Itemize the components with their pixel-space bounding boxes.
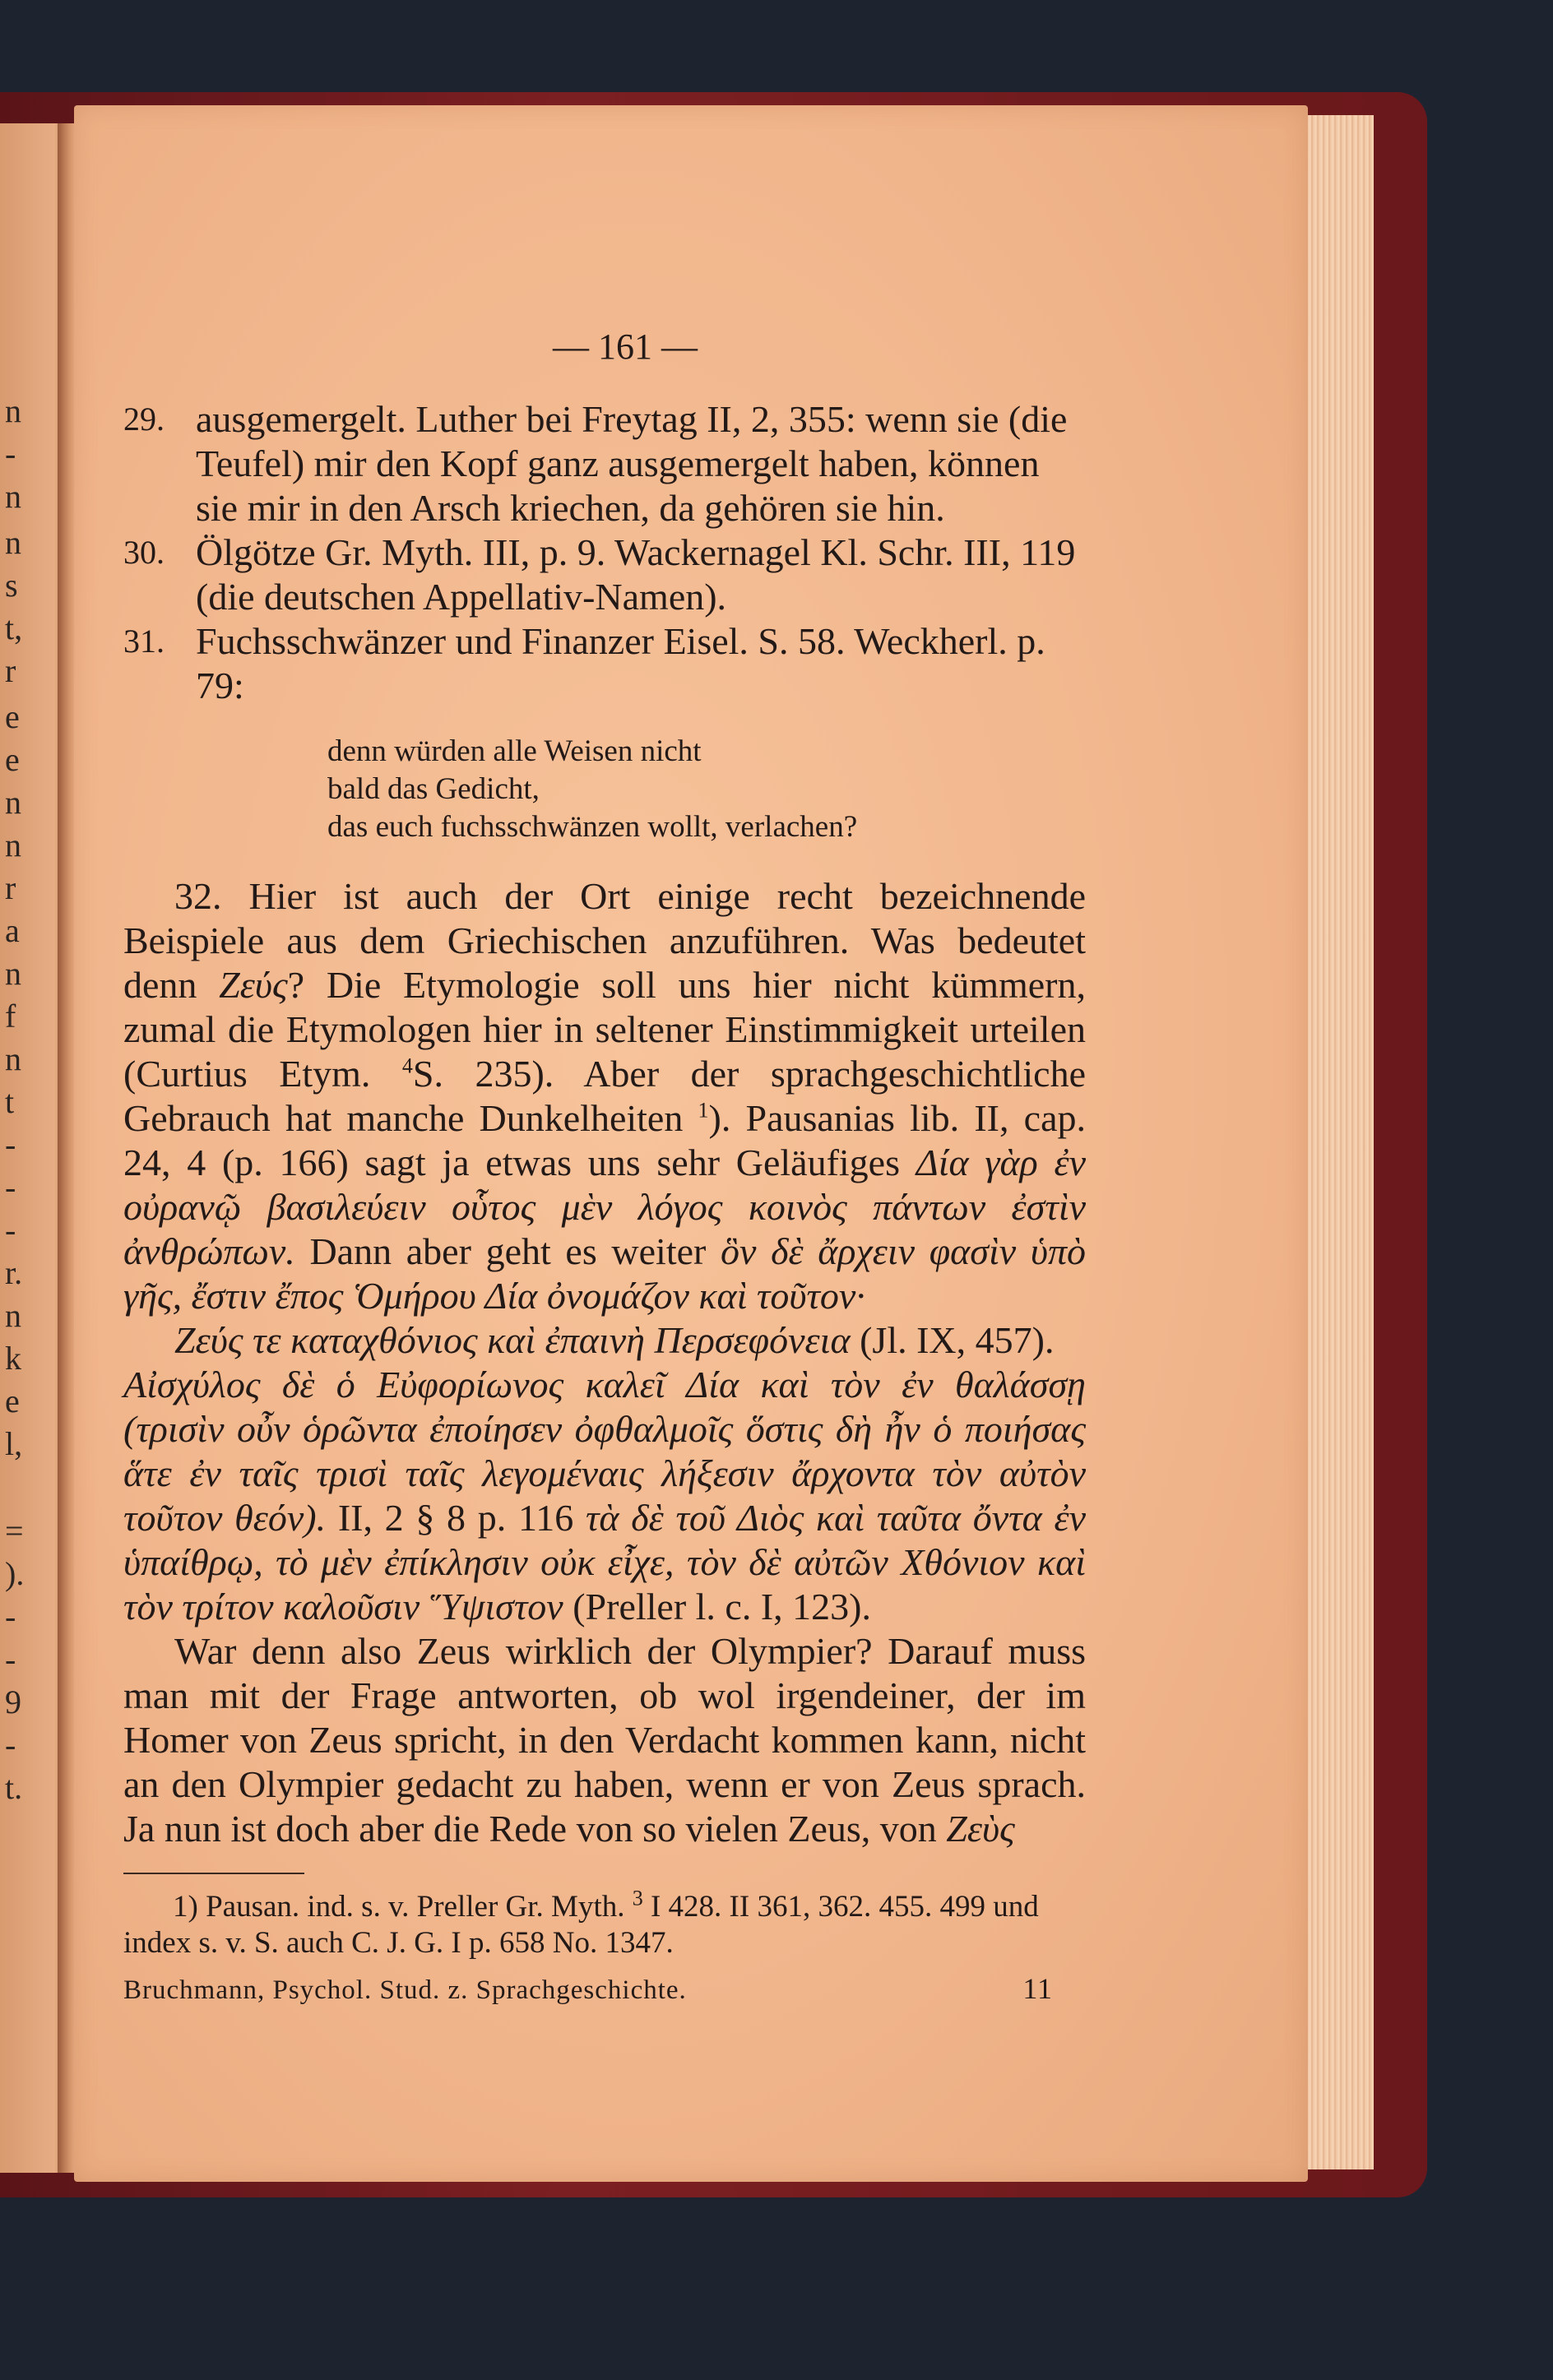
- quote-line: das euch fuchsschwänzen wollt, verlachen?: [327, 810, 858, 844]
- footnote-1: [123, 1886, 1086, 1961]
- printer-signature: Bruchmann, Psychol. Stud. z. Sprachgeschichte.: [123, 1975, 687, 2005]
- left-letter: n: [5, 784, 21, 821]
- entry-text: Ölgötze Gr. Myth. III, p. 9. Wackernagel Kl. Schr. III, 119 (die deutschen Appellativ-Namen).: [196, 531, 1076, 618]
- left-letter: e: [5, 741, 20, 778]
- text-run: (Preller l. c. I, 123).: [573, 1586, 871, 1628]
- text-run: ). Pausanias lib. II, cap. 24, 4 (p. 166) sagt ja etwas uns sehr Geläufiges: [123, 1097, 1086, 1183]
- paragraph-32: [123, 874, 1086, 1318]
- left-letter: -: [5, 1598, 16, 1635]
- entry-number: 29.: [123, 401, 165, 438]
- left-letter: -: [5, 1126, 16, 1163]
- left-letter: t: [5, 1083, 15, 1120]
- left-letter: -: [5, 1169, 16, 1206]
- left-letter: r: [5, 869, 16, 906]
- entry-number: 30.: [123, 534, 165, 571]
- sheet-number: 11: [1022, 1972, 1053, 2005]
- greek-text: Ζεύς: [219, 964, 288, 1006]
- left-letter: ).: [5, 1555, 25, 1592]
- edition-superscript: 3: [632, 1886, 643, 1910]
- quote-line: denn würden alle Weisen nicht: [327, 734, 702, 768]
- entry-30: [123, 530, 1086, 619]
- left-letter: -: [5, 435, 16, 472]
- left-letter: -: [5, 1211, 16, 1248]
- left-letter: n: [5, 392, 21, 429]
- left-letter: -: [5, 1641, 16, 1678]
- text-run: 32. Hier ist auch der Ort einige recht bezeichnende Beispiele aus dem Griechischen anzuführen. Was bedeutet denn: [123, 875, 1086, 1006]
- left-letter: r: [5, 652, 16, 689]
- left-letter: t.: [5, 1769, 23, 1806]
- entry-number: 31.: [123, 623, 165, 660]
- page-number: — 161 —: [553, 326, 698, 367]
- footnote-rule: [123, 1873, 304, 1874]
- left-letter: -: [5, 1726, 16, 1763]
- greek-text: ὃν δὲ ἄρχειν φασὶν ὑπὸ γῆς, ἔστιν ἔπος Ὁμήρου Δία ὀνομάζον καὶ τοῦτον·: [123, 1230, 1087, 1317]
- entry-text: ausgemergelt. Luther bei Freytag II, 2, 355: wenn sie (die Teufel) mir den Kopf ganz ausgemergelt haben, können sie mir in den Arsch kriechen, da gehören sie hin.: [196, 398, 1068, 529]
- greek-text: Ζεύς τε καταχθόνιος καὶ ἐπαινὴ Περσεφόνεια: [174, 1319, 851, 1361]
- text-run: ? Die Etymologie soll uns hier nicht kümmern, zumal die Etymologen hier in seltener Einstimmigkeit urteilen (Curtius Etym.: [123, 964, 1087, 1095]
- footnote-text: I 428. II 361, 362. 455. 499 und index s. v. S. auch C. J. G. I p. 658 No. 1347.: [123, 1890, 1039, 1960]
- edition-superscript: 4: [401, 1053, 413, 1078]
- text-run: II, 2 § 8 p. 116: [337, 1497, 574, 1539]
- left-letter: n: [5, 955, 21, 992]
- weckherlin-quote: [327, 733, 1086, 846]
- homer-verse: [123, 1318, 1086, 1363]
- entry-29: [123, 397, 1086, 530]
- entry-text: Fuchsschwänzer und Finanzer Eisel. S. 58. Weckherl. p. 79:: [196, 620, 1045, 706]
- left-letter: n: [5, 827, 21, 864]
- left-letter: f: [5, 998, 16, 1035]
- signature-line: [123, 1966, 1086, 2012]
- left-letter: n: [5, 478, 21, 515]
- greek-text: τὰ δὲ τοῦ Διὸς καὶ ταῦτα ὄντα ἐν ὑπαίθρῳ, τὸ μὲν ἐπίκλησιν οὐκ εἶχε, τὸν δὲ αὐτῶν Χθόνιον καὶ τὸν τρίτον καλοῦσιν Ὕψιστον: [123, 1497, 1087, 1628]
- footnote-reference: 1: [698, 1098, 709, 1123]
- entry-31: [123, 619, 1086, 708]
- paragraph-aischylos: [123, 1363, 1086, 1629]
- footnote-text: 1) Pausan. ind. s. v. Preller Gr. Myth.: [173, 1890, 625, 1924]
- paragraph-olympier: [123, 1629, 1086, 1851]
- greek-text: Αἰσχύλος δὲ ὁ Εὐφορίωνος καλεῖ Δία καὶ τὸν ἐν θαλάσσῃ (τρισὶν οὖν ὁρῶντα ἐποίησεν ὀφθαλμοῖς ὅστις δὴ ἦν ὁ ποιήσας ἅτε ἐν ταῖς τρισὶ ταῖς λεγομέναις λήξεσιν ἄρχοντα τὸν αὐτὸν τοῦτον θεόν).: [123, 1364, 1086, 1539]
- left-letter: e: [5, 698, 20, 735]
- page-content: [123, 325, 1086, 2012]
- text-run: Dann aber geht es weiter: [309, 1230, 707, 1272]
- left-letter: k: [5, 1340, 21, 1377]
- left-letter: =: [5, 1512, 24, 1549]
- quote-line: bald das Gedicht,: [327, 772, 540, 806]
- left-letter: n: [5, 1297, 21, 1334]
- left-letter: 9: [5, 1683, 21, 1720]
- left-letter: e: [5, 1382, 20, 1419]
- left-letter: r.: [5, 1254, 23, 1291]
- greek-text: Δία γὰρ ἐν οὐρανῷ βασιλεύειν οὗτος μὲν λόγος κοινὸς πάντων ἐστὶν ἀνθρώπων.: [123, 1141, 1086, 1272]
- left-letter: s: [5, 567, 18, 604]
- left-letter: n: [5, 1040, 21, 1077]
- left-letter: n: [5, 524, 21, 561]
- left-letter: t,: [5, 609, 23, 646]
- greek-text: Ζεὺς: [946, 1808, 1015, 1850]
- verse-reference: (Jl. IX, 457).: [860, 1319, 1055, 1361]
- left-letter: l,: [5, 1425, 23, 1462]
- text-run: War denn also Zeus wirklich der Olympier? Darauf muss man mit der Frage antworten, ob wol irgendeiner, der im Homer von Zeus spricht, in den Verdacht kommen kann, nicht an den Olympier gedacht zu haben, wenn er von Zeus sprach. Ja nun ist doch aber die Rede von so vielen Zeus, von: [123, 1630, 1086, 1850]
- text-run: S. 235). Aber der sprachgeschichtliche Gebrauch hat manche Dunkelheiten: [123, 1053, 1087, 1139]
- left-letter: a: [5, 912, 20, 949]
